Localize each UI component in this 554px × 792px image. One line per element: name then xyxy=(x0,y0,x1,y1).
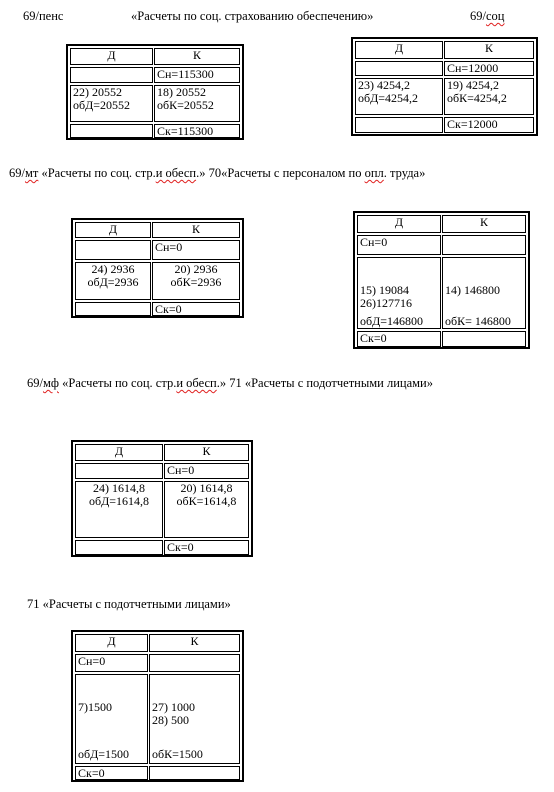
closing-debit-cell: Ск=0 xyxy=(357,331,441,347)
credit-entries-cell xyxy=(442,257,526,329)
opening-debit-cell xyxy=(75,463,163,479)
closing-credit-cell: Ск=12000 xyxy=(444,117,534,133)
credit-entries: 20) 2936 обК=2936 xyxy=(152,262,240,300)
closing-credit-cell xyxy=(149,766,240,780)
t-account-69-mf xyxy=(71,440,253,557)
debit-turnover: обД=146800 xyxy=(360,314,424,328)
t-account-70 xyxy=(353,211,530,349)
debit-header: Д xyxy=(357,215,441,233)
credit-header: К xyxy=(154,48,240,65)
debit-entries: 7)1500 xyxy=(78,700,112,714)
closing-credit-cell: Ск=0 xyxy=(164,540,249,555)
debit-entries: 24) 2936 обД=2936 xyxy=(75,262,151,300)
credit-entries: 20) 1614,8 обК=1614,8 xyxy=(164,481,249,538)
opening-credit-cell: Сн=0 xyxy=(164,463,249,479)
debit-entries: 23) 4254,2 обД=4254,2 xyxy=(355,78,443,115)
debit-entries: 22) 20552 обД=20552 xyxy=(70,85,153,122)
opening-credit-cell: Сн=115300 xyxy=(154,67,240,83)
credit-header: К xyxy=(442,215,526,233)
closing-credit-cell xyxy=(442,331,526,347)
debit-entries-cell xyxy=(75,674,148,764)
credit-turnover: обК=1500 xyxy=(152,747,203,761)
closing-debit-cell xyxy=(75,540,163,555)
heading-69-pens: 69/пенс xyxy=(23,9,64,23)
debit-turnover: обД=1500 xyxy=(78,747,130,761)
credit-entries-cell xyxy=(149,674,240,764)
opening-credit-cell: Сн=12000 xyxy=(444,61,534,76)
opening-credit-cell: Сн=0 xyxy=(152,240,240,260)
debit-header: Д xyxy=(75,634,148,652)
opening-debit-cell xyxy=(70,67,153,83)
opening-debit-cell: Сн=0 xyxy=(357,235,441,255)
closing-debit-cell xyxy=(70,124,153,138)
credit-entries: 14) 146800 xyxy=(445,283,500,297)
t-account-71 xyxy=(71,630,244,782)
opening-debit-cell xyxy=(355,61,443,76)
credit-entries: 19) 4254,2 обК=4254,2 xyxy=(444,78,534,115)
closing-debit-cell: Ск=0 xyxy=(75,766,148,780)
credit-entries: 18) 20552 обК=20552 xyxy=(154,85,240,122)
debit-header: Д xyxy=(355,41,443,59)
opening-credit-cell xyxy=(442,235,526,255)
opening-debit-cell: Сн=0 xyxy=(75,654,148,672)
heading-69-soc: 69/соц xyxy=(470,9,505,23)
t-account-69-soc xyxy=(351,37,538,136)
credit-header: К xyxy=(152,222,240,238)
closing-debit-cell xyxy=(355,117,443,133)
closing-credit-cell: Ск=115300 xyxy=(154,124,240,138)
opening-credit-cell xyxy=(149,654,240,672)
opening-debit-cell xyxy=(75,240,151,260)
heading-row-2: 69/мт «Расчеты по соц. стр.и обесп.» 70«Расчеты с персоналом по опл. труда» xyxy=(9,166,426,180)
credit-header: К xyxy=(164,444,249,461)
credit-header: К xyxy=(149,634,240,652)
t-account-69-mt xyxy=(71,218,244,318)
closing-debit-cell xyxy=(75,302,151,316)
debit-entries-cell xyxy=(357,257,441,329)
credit-turnover: обК= 146800 xyxy=(445,314,511,328)
debit-header: Д xyxy=(70,48,153,65)
heading-69-title: «Расчеты по соц. страхованию обеспечению» xyxy=(131,9,374,23)
debit-header: Д xyxy=(75,222,151,238)
credit-entries: 27) 1000 28) 500 xyxy=(152,700,195,727)
debit-entries: 24) 1614,8 обД=1614,8 xyxy=(75,481,163,538)
debit-entries: 15) 19084 26)127716 xyxy=(360,283,412,310)
credit-header: К xyxy=(444,41,534,59)
closing-credit-cell: Ск=0 xyxy=(152,302,240,316)
t-account-69-pens xyxy=(66,44,244,140)
heading-row-3: 69/мф «Расчеты по соц. стр.и обесп.» 71 «Расчеты с подотчетными лицами» xyxy=(27,376,433,390)
debit-header: Д xyxy=(75,444,163,461)
heading-71: 71 «Расчеты с подотчетными лицами» xyxy=(27,597,231,611)
